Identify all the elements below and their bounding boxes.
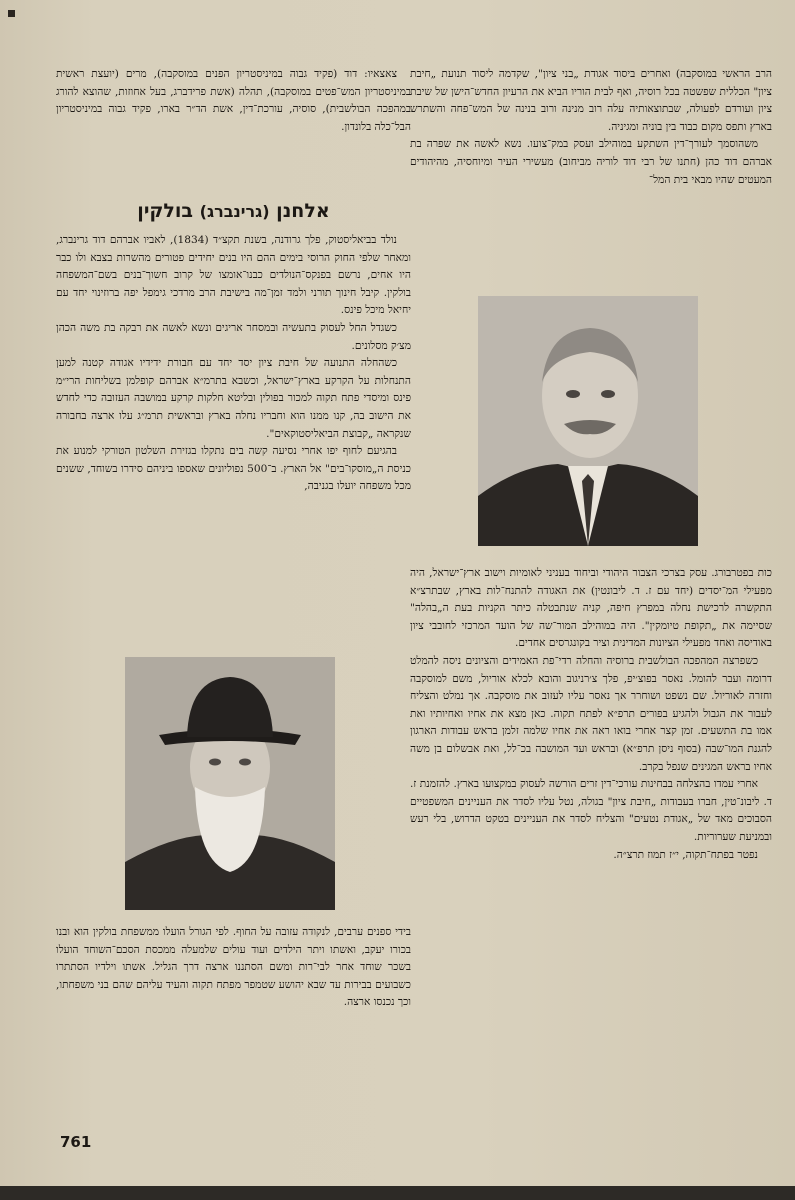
right-column-bottom [410, 565, 772, 864]
right-column-top [410, 66, 772, 189]
paragraph: צאצאיו: דוד (פקיד גבוה במיניסטריון הפנים במוסקבה), מרים (יועצת ראשית במיניסטריון המש־פטים במוסקבה), תהלה (אשת פרידברג, בעל אחוזות, שהוצא להורג במהפכה הבולשבית), סוסיה, עורכת־דין, אשת הד״ר בארו, פקיד גבוה במיניסטריון הבל־כלה בלונדון. [56, 68, 411, 133]
paragraph: כות בפטרבורג. עסק בצרכי הצבור היהודי וביחוד בעניני לאומיות וישוב ארץ־ישראל, היה מפעילי המ־יסדים (יחד עם ז. ד. ליבונטין) את האגודה להתנח־לות בארץ, שבתרצ״א התקשרה לרכישת נחלה במפרץ חיפה, קניה שנתבטלה כיתר הקניות בעת ה„בהלה" שסיימה את „תקופת טיומקין". היה במוהילב המור־שה של הועד המרכזי לחובבי ציון באודיסה ואחד מפעילי הציונות המדינית וציר בקונגרסים אחדים. [410, 567, 772, 650]
paragraph: אחרי עמדו בהצלחה בבחינות עורכי־דין זרים הורשה לעסוק במקצועו בארץ. להזמנת ז. ד. ליבונ־טין, חברו בעבודות „חיבת ציון" בגולה, נטל עליו לסדר את העניינים המשפטיים הסבוכים מאד של „אגודת נטעים" והצליח לסדר את העניינים בטקט הדרוש, בלי רעש ובמניעת שערוריות. [410, 778, 772, 843]
paragraph: נפטר בפתח־תקוה, י״ז תמוז תרצ״ה. [613, 848, 758, 861]
heading-birth-name: (גרינברג) [199, 202, 270, 221]
portrait-photo-top [478, 296, 698, 546]
heading-first-name: אלחנן [276, 200, 330, 222]
left-column-top [56, 66, 411, 136]
page-number: 761 [60, 1133, 92, 1151]
paragraph: משהוסמך לעורך־דין השתקע במוהילב ועסק במק־צועו. נשא לאשה את שפרה בת אברהם דוד כהן (חתנו של רבי דוד לוריה מביחוב) מעשירי העיר ומיוחסיה, מהיהודים המעטים שהיו מבאי בית המל־ [410, 138, 772, 186]
portrait-top-icon [478, 296, 698, 546]
paragraph: בהגיעם לחוף יפו אחרי נסיעה קשה בים נתקלו בגזירת השלטון הטורקי למנוע את כניסת ה„מוסקו־בים" אל הארץ. ב־500 נפוליונים שאספו ביניהם סידרו בשוחד, ששנים מכל משפחה יועלו בגניבה, [56, 445, 411, 493]
paragraph: כשהחלה התנועה של חיבת ציון יסד יחד עם חבורת ידידיו אגודה קטנה למען התנחלות על הקרקע בארץ־ישראל, וכשבא בתרמ״א אברהם קופלמן בשליחות הרי״מ פינס ומיסדי פתח תקוה למכור בפולין ובליטא חלקות קרקע במושבה העזובה כדי לחדש את הישוב בה, קנו ממנו הוא וחבריו נחלה בארץ ובראשית תרמ״ג עלו ארצה בחבורה שנקראה „קבוצת הביאליסטוקאים". [56, 357, 411, 440]
paragraph: בידי ספנים ערבים, לנקודה עזובה על החוף. לפי הגורל הועלו ממשפחת בולקין הוא ובנו בכורו יעקב, ואשתו ויתר הילדים ועוד עולים שלמעלה ממכסת הסכם־השוחד הועלו בשכר שוחד אחר לבי־רות ומשם הסתננו ארצה דרך הגליל. אשתו וילדיו הסתתרו כשבועים בבירות עד שבא יהושע שטמפר מפתח תקוה והעיד עליהם שהם בני משפחתו, וכך נכנסו ארצה. [56, 926, 411, 1009]
paragraph: כשגדל החל לעסוק בתעשיה ובמסחר אריגים ונשא לאשה את רבקה בת משה הכהן מצ׳ק מסלונים. [56, 321, 411, 352]
portrait-photo-bottom [125, 657, 335, 910]
entry-heading [56, 200, 411, 222]
scan-border [0, 1186, 795, 1200]
paragraph: נולד בביאליסטוק, פלך גרודנה, בשנת תקצ״ד (1834), לאביו אברהם דוד גרינברג, ומאחר שלפי החוק הרוסי בימים ההם היו בנים יחידים פטורים מהשרות בצבא ולו כבר היו אחים, נרשם בפנקס־הנולדים כבנו־אומצו של קרוב חשוך־בנים בשם־המשפחה בולקין. קיבל חינוך תורני ולמד זמן־מה בישיבת הרב מרדכי גימפל יפה ברוזינוי יחד עם יחיאל מיכל פינס. [56, 234, 411, 317]
paragraph: הרב הראשי במוסקבה) ואחרים ביסוד אגודת „בני ציון", שקדמה ליסוד תנועת „חיבת ציון" הכללית שפשטה בכל רוסיה, ואף לבית הוריו הביא את הרעיון החדש־הישן של שיבת ציון ועורדם לפעולה, שבתוצאותיה עלה רוב מנינה ורוב בנינה של המש־פחה והשתרש בארץ ותפס מקום כבוד בין בוניה ומגיניה. [410, 68, 772, 133]
heading-last-name: בולקין [137, 200, 194, 222]
left-column-body [56, 232, 411, 496]
left-column-bottom [56, 924, 411, 1012]
portrait-bottom-icon [125, 657, 335, 910]
paragraph: כשפרצה המהפכה הבולשבית ברוסיה והחלה רדי־פת האמידים והציונים ניסה להמלט דרומה ועבר להומל. נאסר בפוצ׳יפ, פלך צ׳רניגוב והובא לכלא אוריול, משם למוסקבה וחזרה לאוריול. שם נשפט ושוחרר אך נאסר עליו לעזוב את מוסקבה. אך נמלט והצליח לעבור את הגבול ולהגיע בפורים תרפ״א לפתח תקוה. כאן מצא את אחיו ואחיותיו ואת אמו בת התשעים. זמן קצר אחרי בואו ראה את אחיו שלמה זלמן בראש עבודות הארגון להגנת המו־שבה (בסוף ניסן תרפ״א) ובראש ועד המושבה בכ־לל, ואת אבשלום בן משה אחיו בראש המגינים שנפל בקרב. [410, 654, 772, 773]
corner-mark [8, 10, 15, 17]
